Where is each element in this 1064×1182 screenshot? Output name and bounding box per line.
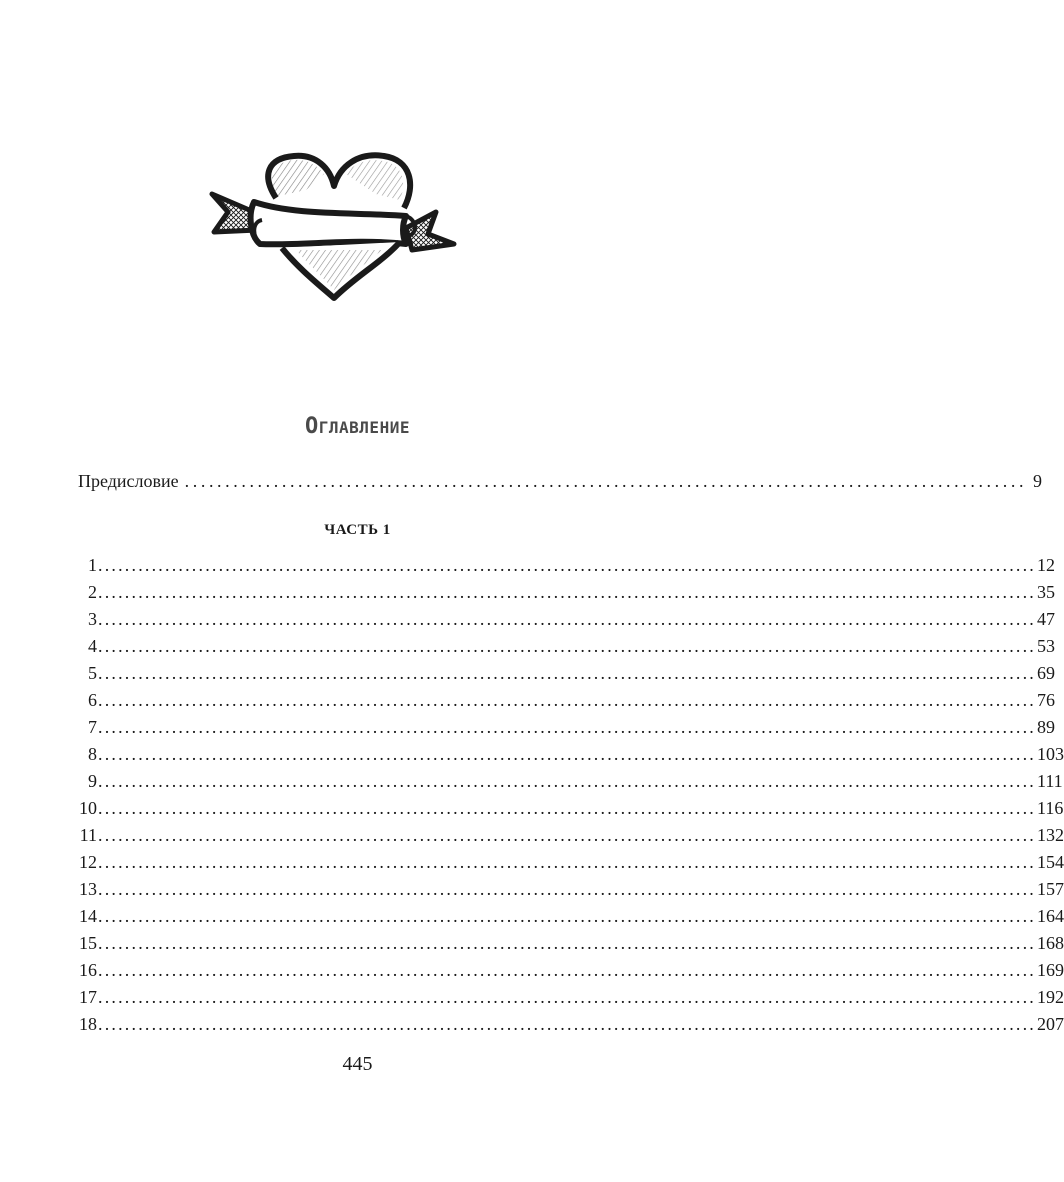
toc-entry-chapter[interactable]	[78, 552, 1055, 579]
toc-leader-dots: ............................................................................................................................................	[98, 663, 1036, 683]
toc-leader-dots: ............................................................................................................................................	[98, 798, 1036, 818]
toc-entry-label: 9	[88, 771, 97, 791]
toc-entry-page: 168	[1037, 933, 1064, 953]
toc-entry-chapter[interactable]	[78, 876, 1064, 903]
toc-entry-chapter[interactable]	[78, 579, 1055, 606]
toc-entry-page: 47	[1037, 609, 1055, 629]
toc-title-cap: О	[305, 414, 319, 439]
toc-leader-dots: ............................................................................................................................................	[98, 690, 1036, 710]
toc-leader-dots: ............................................................................................................................................	[98, 879, 1036, 899]
toc-entry-label: 13	[79, 879, 97, 899]
toc-entry-page: 53	[1037, 636, 1055, 656]
toc-leader-dots: ............................................................................................................................................	[98, 933, 1036, 953]
toc-entry-chapter[interactable]	[78, 714, 1055, 741]
toc-entry-page: 132	[1037, 825, 1064, 845]
toc-entry-label: 18	[79, 1014, 97, 1034]
toc-entry-page: 207	[1037, 1014, 1064, 1034]
toc-entry-chapter[interactable]	[78, 984, 1064, 1011]
toc-entry-label: 4	[88, 636, 97, 656]
toc-entry-page: 76	[1037, 690, 1055, 710]
toc-entry-label: 8	[88, 744, 97, 764]
toc-entry-chapter[interactable]	[78, 768, 1063, 795]
heart-banner-icon	[206, 150, 458, 302]
toc-entry-label: 1	[88, 555, 97, 575]
toc-entry-label: 12	[79, 852, 97, 872]
toc-leader-dots: ............................................................................................................................................	[98, 609, 1036, 629]
toc-leader-dots: ............................................................................................................................................	[98, 771, 1036, 791]
toc-leader-dots: ............................................................................................................................................	[98, 987, 1036, 1007]
toc-entry-label: 16	[79, 960, 97, 980]
toc-entry-chapter[interactable]	[78, 660, 1055, 687]
toc-leader-dots: ............................................................................................................................................	[98, 906, 1036, 926]
toc-leader-dots: ............................................................................................................................................	[98, 852, 1036, 872]
toc-leader-dots: ............................................................................................................................................	[98, 582, 1036, 602]
toc-entry-page: 9	[1033, 471, 1043, 491]
toc-entry-chapter[interactable]	[78, 957, 1064, 984]
toc-entry-chapter[interactable]	[78, 633, 1055, 660]
toc-leader-dots: ............................................................................................................................................	[98, 744, 1036, 764]
toc-entry-page: 169	[1037, 960, 1064, 980]
toc-entry-label: 11	[79, 825, 97, 845]
toc-title-rest: ГЛАВЛЕНИЕ	[318, 418, 410, 437]
toc-entry-page: 89	[1037, 717, 1055, 737]
toc-entry-page: 35	[1037, 582, 1055, 602]
toc-entry-page: 154	[1037, 852, 1064, 872]
toc-entry-chapter[interactable]	[78, 849, 1064, 876]
toc-entry-page: 111	[1037, 771, 1063, 791]
toc-entry-page: 192	[1037, 987, 1064, 1007]
toc-leader-dots: ........................................................................................................	[184, 471, 1028, 491]
toc-title	[0, 414, 715, 439]
chapter-list	[78, 552, 1064, 1038]
part-heading: ЧАСТЬ 1	[324, 522, 391, 538]
toc-leader-dots: ............................................................................................................................................	[98, 636, 1036, 656]
toc-entry-label: 5	[88, 663, 97, 683]
toc-entry-label: 7	[88, 717, 97, 737]
toc-entry-label: 2	[88, 582, 97, 602]
toc-entry-chapter[interactable]	[78, 606, 1055, 633]
toc-entry-chapter[interactable]	[78, 930, 1064, 957]
toc-entry-chapter[interactable]	[78, 822, 1064, 849]
toc-entry-label: 14	[79, 906, 97, 926]
toc-leader-dots: ............................................................................................................................................	[98, 717, 1036, 737]
toc-leader-dots: ............................................................................................................................................	[98, 1014, 1036, 1034]
toc-entry-chapter[interactable]	[78, 1011, 1064, 1038]
toc-entry-chapter[interactable]	[78, 741, 1064, 768]
toc-entry-page: 103	[1037, 744, 1064, 764]
toc-leader-dots: ............................................................................................................................................	[98, 555, 1036, 575]
toc-entry-label: 17	[79, 987, 97, 1007]
toc-entry-page: 164	[1037, 906, 1064, 926]
page-number: 445	[342, 1053, 373, 1075]
toc-entry-page: 116	[1037, 798, 1064, 818]
toc-entry-label: 6	[88, 690, 97, 710]
toc-entry-chapter[interactable]	[78, 795, 1064, 822]
toc-entry-label: Предисловие	[78, 471, 179, 491]
toc-entry-chapter[interactable]	[78, 687, 1055, 714]
toc-entry-chapter[interactable]	[78, 903, 1064, 930]
toc-leader-dots: ............................................................................................................................................	[98, 825, 1036, 845]
toc-entry-page: 12	[1037, 555, 1055, 575]
toc-entry-preface[interactable]	[78, 470, 1043, 492]
toc-entry-label: 3	[88, 609, 97, 629]
toc-entry-label: 15	[79, 933, 97, 953]
toc-entry-page: 157	[1037, 879, 1064, 899]
toc-entry-page: 69	[1037, 663, 1055, 683]
toc-leader-dots: ............................................................................................................................................	[98, 960, 1036, 980]
toc-entry-label: 10	[79, 798, 97, 818]
